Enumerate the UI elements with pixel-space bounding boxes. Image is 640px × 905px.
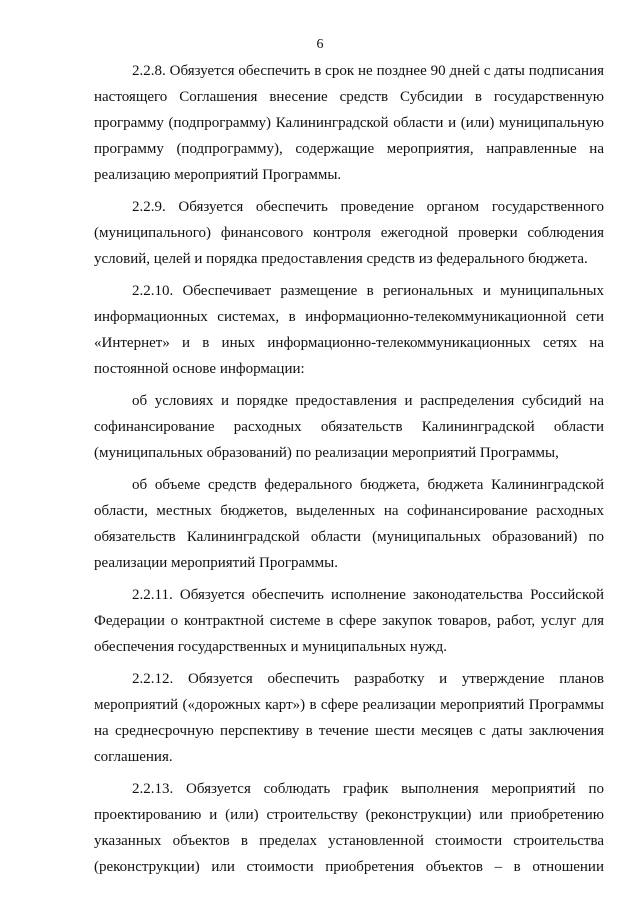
page-number: 6 <box>316 37 324 52</box>
paragraph-2-2-10: 2.2.10. Обеспечивает размещение в региональных и муниципальных информационных системах, в информационно-телекоммуникационной сети «Интернет» и в иных информационно-телекоммуникационных сетях на постоянной основе информации: <box>94 283 604 377</box>
paragraph-2-2-12: 2.2.12. Обязуется обеспечить разработку и утверждение планов мероприятий («дорожных карт») в сфере реализации мероприятий Программы на среднесрочную перспективу в течение шести месяцев с даты заключения соглашения. <box>94 671 604 765</box>
paragraph-2-2-8: 2.2.8. Обязуется обеспечить в срок не позднее 90 дней с даты подписания настоящего Соглашения внесение средств Субсидии в государственную программу (подпрограмму) Калининградской области и (или) муниципальную программу (подпрограмму), содержащие мероприятия, направленные на реализацию мероприятий Программы. <box>94 63 604 183</box>
document-body <box>94 58 604 880</box>
paragraph-2-2-9: 2.2.9. Обязуется обеспечить проведение органом государственного (муниципального) финансового контроля ежегодной проверки соблюдения условий, целей и порядка предоставления средств из федерального бюджета. <box>94 199 604 267</box>
paragraph-info-volume: об объеме средств федерального бюджета, бюджета Калининградской области, местных бюджетов, выделенных на софинансирование расходных обязательств Калининградской области (муниципальных образований) по реализации мероприятий Программы. <box>94 477 604 571</box>
paragraph-2-2-11: 2.2.11. Обязуется обеспечить исполнение законодательства Российской Федерации о контрактной системе в сфере закупок товаров, работ, услуг для обеспечения государственных и муниципальных нужд. <box>94 587 604 655</box>
paragraph-info-conditions: об условиях и порядке предоставления и распределения субсидий на софинансирование расходных обязательств Калининградской области (муниципальных образований) по реализации мероприятий Программы, <box>94 393 604 461</box>
paragraph-2-2-13: 2.2.13. Обязуется соблюдать график выполнения мероприятий по проектированию и (или) строительству (реконструкции) или приобретению указанных объектов в пределах установленной стоимости строительства (реконструкции) или стоимости приобретения объектов – в отношении <box>94 781 604 875</box>
